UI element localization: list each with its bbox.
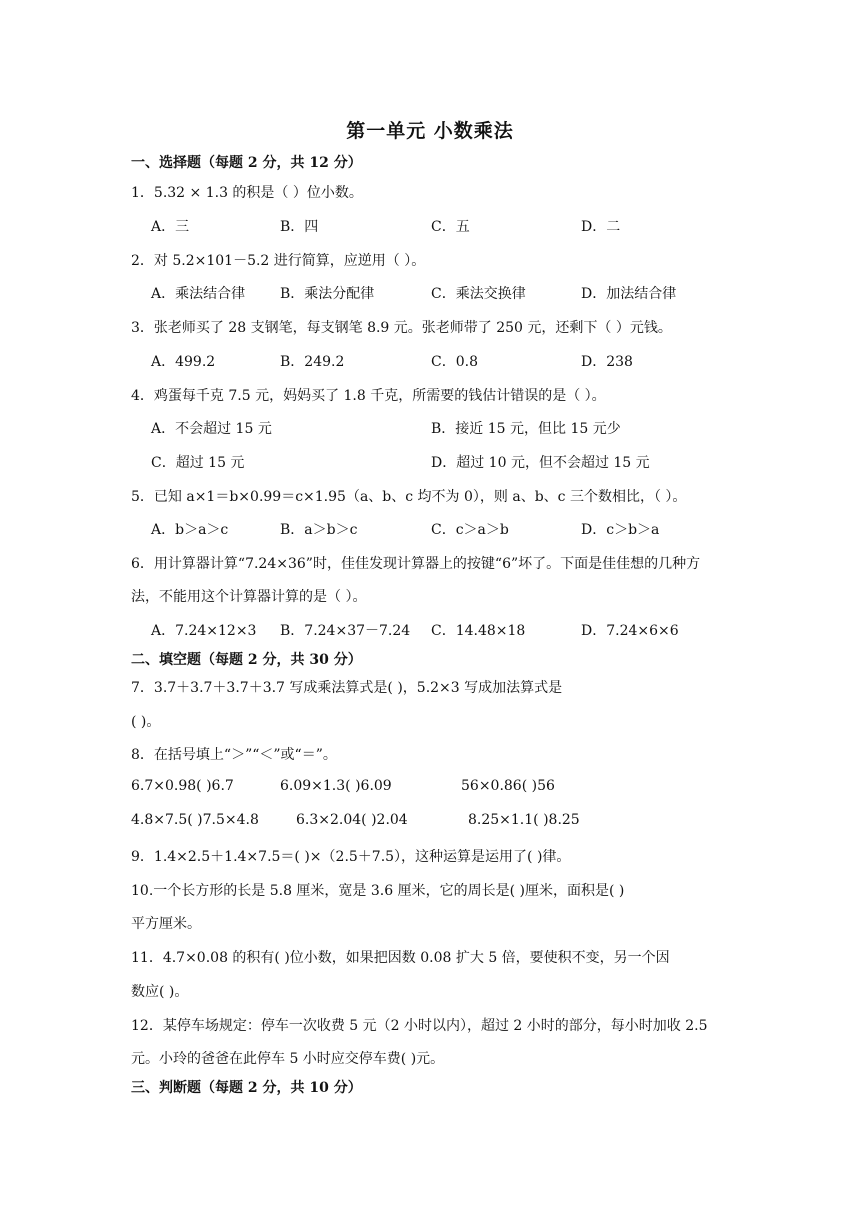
question-1: 1．5.32 × 1.3 的积是（ ）位小数。 — [131, 185, 363, 201]
q8-item-1: 6.7×0.98( )6.7 — [131, 778, 234, 794]
question-6-line-2: 法，不能用这个计算器计算的是（ ）。 — [131, 589, 367, 605]
q3-option-d: D．238 — [581, 354, 633, 370]
question-9: 9．1.4×2.5＋1.4×7.5＝( )×（2.5＋7.5），这种运算是运用了( )律。 — [131, 849, 571, 865]
question-7-line-1: 7．3.7＋3.7＋3.7＋3.7 写成乘法算式是( )，5.2×3 写成加法算式是 — [131, 680, 563, 696]
q5-option-a: A．b＞a＞c — [151, 522, 229, 538]
q1-option-a: A．三 — [151, 219, 190, 235]
q3-option-c: C．0.8 — [431, 354, 478, 370]
q1-option-b: B．四 — [280, 219, 319, 235]
q6-option-a: A．7.24×12×3 — [151, 623, 257, 639]
q2-option-c: C．乘法交换律 — [431, 286, 526, 302]
question-10-line-1: 10.一个长方形的长是 5.8 厘米，宽是 3.6 厘米，它的周长是( )厘米，面积是( ) — [131, 883, 625, 899]
q8-item-5: 6.3×2.04( )2.04 — [296, 812, 408, 828]
question-4: 4．鸡蛋每千克 7.5 元，妈妈买了 1.8 千克，所需要的钱估计错误的是（ ）。 — [131, 388, 606, 404]
q3-option-a: A．499.2 — [151, 354, 216, 370]
question-3: 3．张老师买了 28 支钢笔，每支钢笔 8.9 元。张老师带了 250 元，还剩下（ ）元钱。 — [131, 320, 672, 336]
question-8: 8．在括号填上“＞”“＜”或“＝”。 — [131, 747, 337, 763]
question-7-line-2: ( )。 — [131, 714, 161, 730]
q1-option-d: D．二 — [581, 219, 621, 235]
q5-option-c: C．c＞a＞b — [431, 522, 509, 538]
q5-option-b: B．a＞b＞c — [280, 522, 358, 538]
question-12-line-1: 12．某停车场规定：停车一次收费 5 元（2 小时以内），超过 2 小时的部分，每小时加收 2.5 — [131, 1018, 708, 1034]
question-2: 2．对 5.2×101－5.2 进行简算，应逆用（ ）。 — [131, 253, 426, 269]
q2-option-d: D．加法结合律 — [581, 286, 677, 302]
section-heading-judge: 三、判断题（每题 2 分，共 10 分） — [131, 1080, 362, 1096]
q5-option-d: D．c＞b＞a — [581, 522, 660, 538]
q3-option-b: B．249.2 — [280, 354, 345, 370]
section-heading-fill: 二、填空题（每题 2 分，共 30 分） — [131, 652, 362, 668]
q8-item-6: 8.25×1.1( )8.25 — [468, 812, 580, 828]
question-12-line-2: 元。小玲的爸爸在此停车 5 小时应交停车费( )元。 — [131, 1051, 445, 1067]
q4-option-c: C．超过 15 元 — [151, 455, 245, 471]
q4-option-d: D．超过 10 元，但不会超过 15 元 — [431, 455, 650, 471]
q6-option-d: D．7.24×6×6 — [581, 623, 679, 639]
section-heading-choice: 一、选择题（每题 2 分，共 12 分） — [131, 155, 362, 171]
question-5: 5．已知 a×1＝b×0.99＝c×1.95（a、b、c 均不为 0），则 a、b、c 三个数相比，（ ）。 — [131, 489, 687, 505]
q1-option-c: C．五 — [431, 219, 470, 235]
q8-item-2: 6.09×1.3( )6.09 — [280, 778, 392, 794]
q4-option-b: B．接近 15 元，但比 15 元少 — [431, 421, 621, 437]
q4-option-a: A．不会超过 15 元 — [151, 421, 272, 437]
q2-option-a: A．乘法结合律 — [151, 286, 246, 302]
question-11-line-2: 数应( )。 — [131, 984, 189, 1000]
question-10-line-2: 平方厘米。 — [131, 916, 201, 932]
q6-option-b: B．7.24×37－7.24 — [280, 623, 411, 639]
question-11-line-1: 11．4.7×0.08 的积有( )位小数，如果把因数 0.08 扩大 5 倍，要使积不变，另一个因 — [131, 950, 670, 966]
q2-option-b: B．乘法分配律 — [280, 286, 375, 302]
question-6-line-1: 6．用计算器计算“7.24×36”时，佳佳发现计算器上的按键“6”坏了。下面是佳佳想的几种方 — [131, 556, 701, 572]
q8-item-4: 4.8×7.5( )7.5×4.8 — [131, 812, 259, 828]
q6-option-c: C．14.48×18 — [431, 623, 526, 639]
page-title: 第一单元 小数乘法 — [346, 120, 514, 142]
q8-item-3: 56×0.86( )56 — [461, 778, 555, 794]
